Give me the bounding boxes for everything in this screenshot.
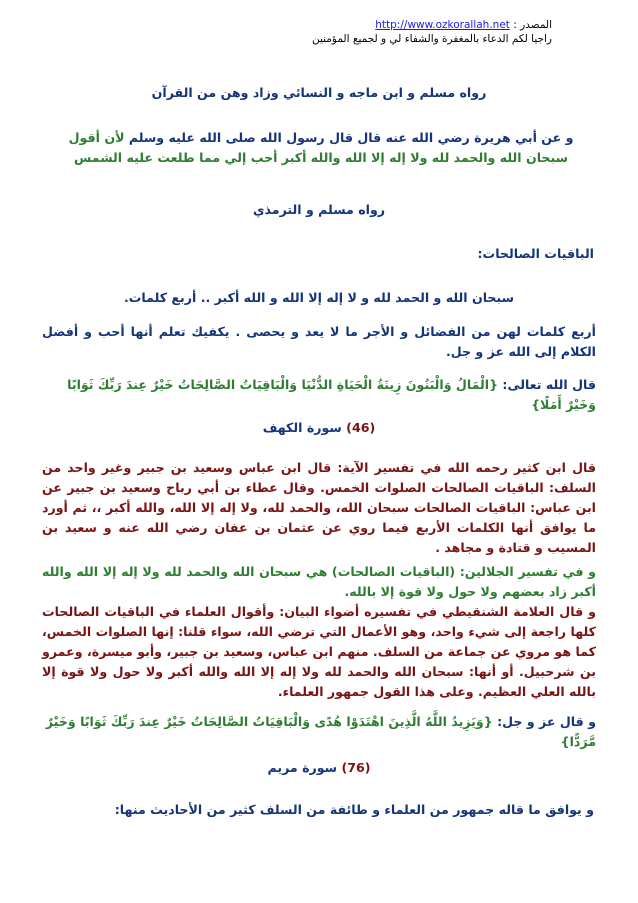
narration-note: رواه مسلم و ابن ماجه و النسائي وزاد وهن من القرآن (151, 85, 487, 100)
verse-kahf (42, 375, 596, 415)
hadith-paragraph (48, 128, 594, 168)
source-label: المصدر : (513, 19, 552, 31)
hadith-text: لأن أقول سبحان الله والحمد لله ولا إله إلا الله والله أكبر أحب إلي مما طلعت عليه الشمس (68, 130, 569, 165)
verse-kahf-text: {الْمَالُ وَالْبَنُونَ زِينَةُ الْحَيَاةِ الدُّنْيَا وَالْبَاقِيَاتُ الصَّالِحَاتُ خَيْرٌ عِندَ رَبِّكَ ثَوَابًا وَخَيْرٌ أَمَلًا} (67, 377, 596, 412)
tafsir-jalalayn: و في تفسير الجلالين: (الباقيات الصالحات) هي سبحان الله والحمد لله ولا إله إلا الله والله أكبر زاد بعضهم ولا حول ولا قوة إلا بالله. (42, 564, 596, 599)
hadith-reference: رواه مسلم و الترمذي (252, 202, 386, 217)
closing-line: و يوافق ما قاله جمهور من العلماء و طائفة من السلف كثير من الأحاديث منها: (114, 802, 594, 817)
four-words-line: سبحان الله و الحمد لله و لا إله إلا الله و الله أكبر .. أربع كلمات. (123, 290, 515, 305)
verse-kahf-sura: سورة الكهف (262, 420, 347, 435)
hadith-intro: و عن أبي هريرة رضي الله عنه قال قال رسول الله صلى الله عليه وسلم (124, 130, 574, 145)
verse-kahf-intro: قال الله تعالى: (498, 377, 596, 392)
verse-kahf-reference (42, 418, 596, 438)
prayer-request: راجيا لكم الدعاء بالمغفرة والشفاء لي و لجميع المؤمنين (311, 33, 552, 45)
verse-kahf-number: (46) (346, 420, 376, 435)
page-header (112, 18, 552, 46)
tafsir-ibn-kathir: قال ابن كثير رحمه الله في تفسير الآية: قال ابن عباس وسعيد بن جبير وغير واحد من السلف: الباقيات الصالحات الصلوات الخمس. وقال عطاء بن أبي رباح وسعيد بن جبير عن ابن عباس: الباقيات الصالحات سبحان الله، والحمد لله، ولا إله إلا الله، والله أكبر ،، ثم أورد ما يوافق أنها الكلمات الأربع فيما روي عن عثمان بن عفان رضي الله عنه و سعيد بن المسيب و قتادة و مجاهد . (42, 460, 596, 555)
source-link[interactable]: http://www.ozkorallah.net (375, 19, 510, 31)
verse-maryam-reference (42, 758, 596, 778)
verse-maryam-intro: و قال عز و جل: (492, 714, 596, 729)
verse-maryam-text: {وَيَزِيدُ اللَّهُ الَّذِينَ اهْتَدَوْا هُدًى وَالْبَاقِيَاتُ الصَّالِحَاتُ خَيْرٌ عِندَ رَبِّكَ ثَوَابًا وَخَيْرٌ مَّرَدًّا} (45, 714, 596, 749)
virtues-paragraph: أربع كلمات لهن من الفضائل و الأجر ما لا يعد و يحصى . يكفيك تعلم أنها أحب و أفضل الكلام إلى الله عز و جل. (42, 324, 596, 359)
source-line (112, 18, 552, 32)
tafsir-shinqiti: و قال العلامة الشنقيطي في تفسيره أضواء البيان: وأقوال العلماء في الباقيات الصالحات كلها راجعة إلى شيء واحد، وهو الأعمال التي ترضي الله، سواء قلنا: إنها الصلوات الخمس، كما هو مروي عن جماعة من السلف. منهم ابن عباس، وسعيد بن جبير، وأبو ميسرة، وعمرو بن شرحبيل. أو أنها: سبحان الله والحمد لله ولا إله إلا الله والله أكبر ولا حول ولا قوة إلا بالله العلي العظيم. وعلى هذا القول جمهور العلماء. (42, 604, 596, 699)
section-heading: الباقيات الصالحات: (477, 246, 594, 261)
verse-maryam (42, 712, 596, 752)
verse-maryam-sura: سورة مريم (267, 760, 342, 775)
verse-maryam-number: (76) (341, 760, 371, 775)
